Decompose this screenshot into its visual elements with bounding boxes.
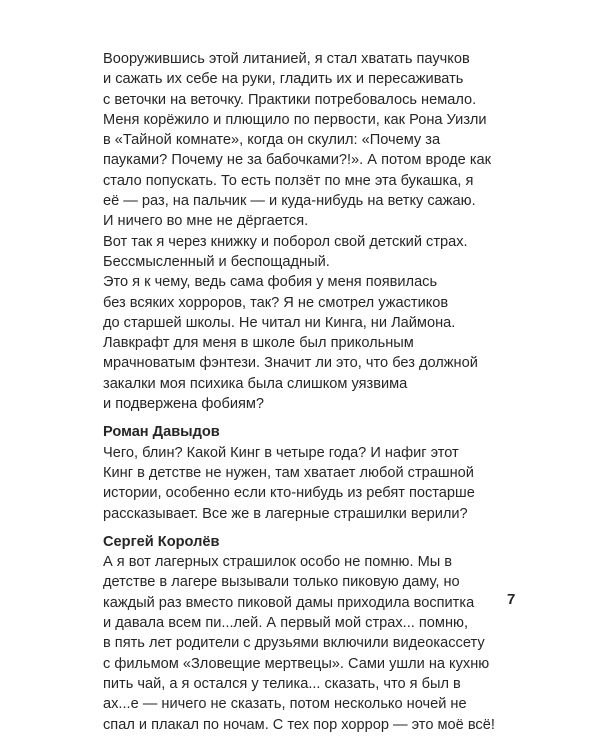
text-line: спал и плакал по ночам. С тех пор хоррор — это моё всё! bbox=[103, 716, 495, 733]
text-line: Это я к чему, ведь сама фобия у меня появилась bbox=[103, 274, 438, 291]
text-line: и сажать их себе на руки, гладить их и пересаживать bbox=[103, 71, 464, 88]
text-line: ах...е — ничего не сказать, потом несколько ночей не bbox=[103, 696, 467, 713]
text-line: Бессмысленный и беспощадный. bbox=[103, 253, 330, 270]
text-line: А я вот лагерных страшилок особо не помню. Мы в bbox=[103, 554, 453, 571]
text-line: каждый раз вместо пиковой дамы приходила воспитка bbox=[103, 594, 475, 611]
text-line: её — раз, на пальчик — и куда-нибудь на ветку сажаю. bbox=[103, 193, 476, 210]
text-line: в «Тайной комнате», когда он скулил: «Почему за bbox=[103, 132, 441, 149]
text-line: Лавкрафт для меня в школе был прикольным bbox=[103, 335, 414, 352]
text-line: Чего, блин? Какой Кинг в четыре года? И нафиг этот bbox=[103, 444, 459, 461]
text-line: Вот так я через книжку и поборол свой детский страх. bbox=[103, 233, 468, 250]
text-line: истории, особенно если кто-нибудь из ребят постарше bbox=[103, 485, 475, 502]
dialogue-block-davydov bbox=[103, 422, 513, 523]
text-line: и подвержена фобиям? bbox=[103, 396, 265, 413]
text-line: И ничего во мне не дёргается. bbox=[103, 213, 309, 230]
text-line: без всяких хорроров, так? Я не смотрел ужастиков bbox=[103, 294, 449, 311]
text-line: мрачноватым фэнтези. Значит ли это, что без должной bbox=[103, 355, 478, 372]
page-text bbox=[103, 49, 516, 735]
intro-paragraph bbox=[103, 49, 513, 414]
speaker-name: Роман Давыдов bbox=[103, 424, 220, 441]
text-line: детстве в лагере вызывали только пиковую даму, но bbox=[103, 574, 460, 591]
page-number: 7 bbox=[507, 591, 516, 608]
text-line: закалки моя психика была слишком уязвима bbox=[103, 375, 408, 392]
dialogue-block-korolev bbox=[103, 532, 516, 735]
text-line: Кинг в детстве не нужен, там хватает любой страшной bbox=[103, 464, 474, 481]
text-line: с веточки на веточку. Практики потребовалось немало. bbox=[103, 91, 477, 108]
text-line: Вооружившись этой литанией, я стал хватать паучков bbox=[103, 51, 470, 67]
speaker-name: Сергей Королёв bbox=[103, 533, 220, 550]
text-line: до старшей школы. Не читал ни Кинга, ни Лаймона. bbox=[103, 314, 456, 331]
text-line: и давала всем пи...лей. А первый мой страх... помню, bbox=[103, 615, 469, 632]
text-line: в пять лет родители с друзьями включили видеокассету bbox=[103, 635, 485, 652]
text-line: стало попускать. То есть ползёт по мне эта букашка, я bbox=[103, 172, 474, 189]
text-line: пауками? Почему не за бабочками?!». А потом вроде как bbox=[103, 152, 492, 169]
text-line: рассказывает. Все же в лагерные страшилки верили? bbox=[103, 505, 468, 522]
text-line: Меня корёжило и плющило по первости, как Рона Уизли bbox=[103, 111, 487, 128]
text-line: пить чай, а я остался у телика... сказать, что я был в bbox=[103, 675, 461, 692]
text-line: с фильмом «Зловещие мертвецы». Сами ушли на кухню bbox=[103, 655, 490, 672]
